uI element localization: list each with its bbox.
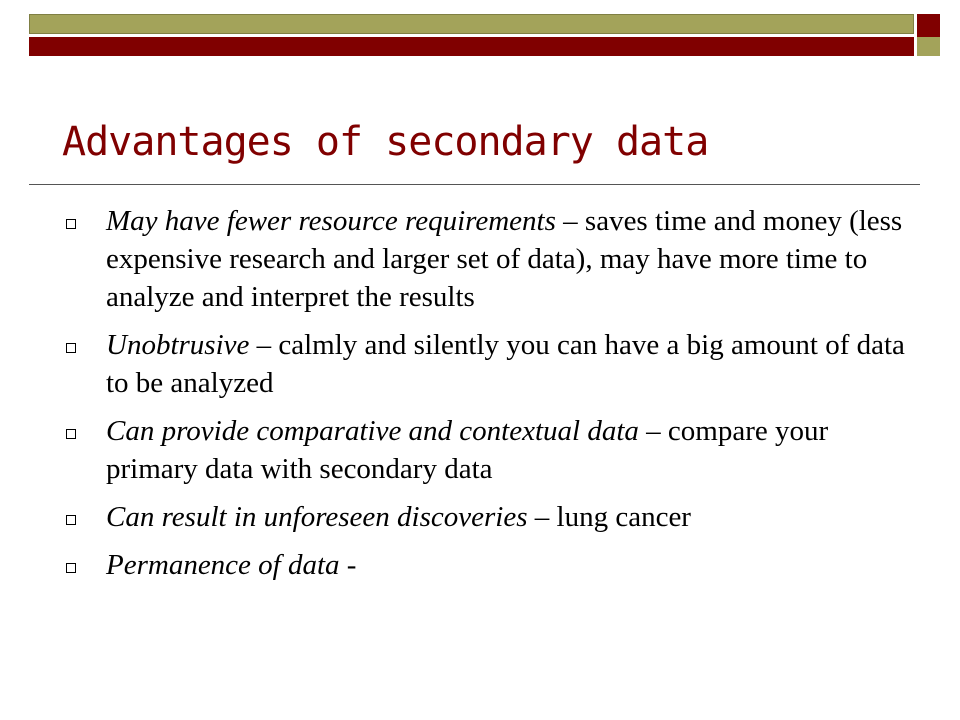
maroon-bar <box>29 37 914 56</box>
hollow-square-icon <box>66 563 76 573</box>
hollow-square-icon <box>66 515 76 525</box>
bullet-item <box>62 202 912 316</box>
bullet-item <box>62 326 912 402</box>
hollow-square-icon <box>66 429 76 439</box>
bullet-lead: Unobtrusive <box>106 329 250 361</box>
bullet-lead: Can provide comparative and contextual data <box>106 415 639 447</box>
bullet-lead: Permanence of data <box>106 549 340 581</box>
bullet-item <box>62 412 912 488</box>
bullet-list <box>62 202 912 594</box>
hollow-square-icon <box>66 343 76 353</box>
bullet-text: - <box>339 549 357 581</box>
slide-title: Advantages of secondary data <box>62 119 709 165</box>
bullet-item <box>62 498 912 536</box>
olive-square <box>917 37 940 56</box>
header-decoration <box>0 0 960 60</box>
hollow-square-icon <box>66 219 76 229</box>
maroon-square <box>917 14 940 37</box>
bullet-text: – calmly and silently you can have a big amount of data to be analyzed <box>106 329 905 399</box>
bullet-item <box>62 546 912 584</box>
title-divider <box>29 184 920 185</box>
bullet-lead: Can result in unforeseen discoveries <box>106 501 528 533</box>
bullet-lead: May have fewer resource requirements <box>106 205 556 237</box>
olive-bar <box>29 14 914 34</box>
bullet-text: – lung cancer <box>527 501 691 533</box>
bullet-text: – saves time and money (less expensive research and larger set of data), may have more time to analyze and interpret the results <box>106 205 903 313</box>
bullet-text: – compare your primary data with secondary data <box>106 415 829 485</box>
